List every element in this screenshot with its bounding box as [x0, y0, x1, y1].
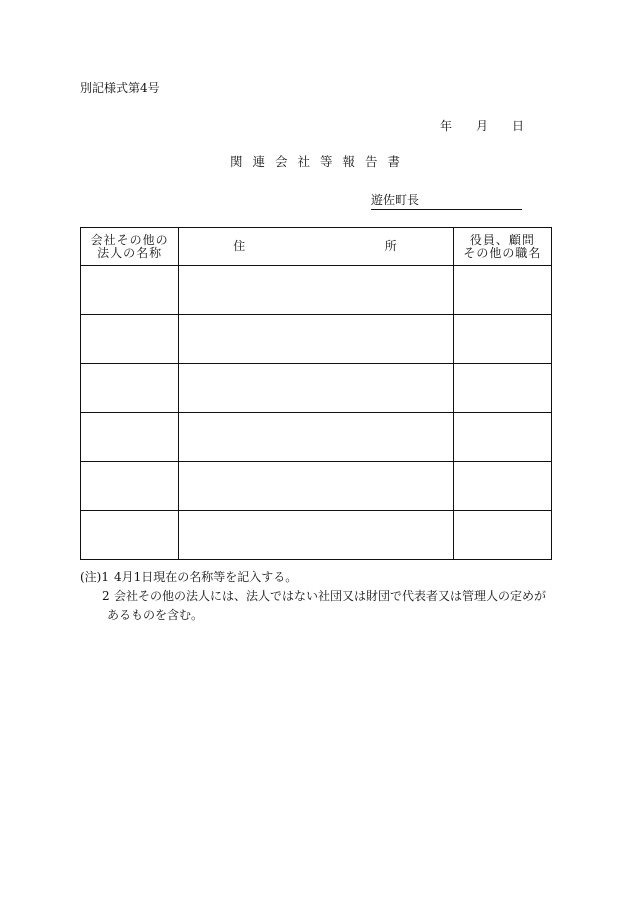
- note-2-continuation: [80, 606, 546, 625]
- header-address: [179, 228, 454, 266]
- header-position-line1: 役員、顧問: [469, 232, 535, 247]
- position-cell[interactable]: [453, 511, 551, 560]
- table-row: [81, 266, 552, 315]
- month-label: 月: [476, 119, 489, 133]
- document-title: 関連会社等報告書: [229, 154, 410, 169]
- table-row: [81, 413, 552, 462]
- table-row: [81, 364, 552, 413]
- header-company-name-line1: 会社その他の: [90, 232, 169, 247]
- form-number: 別記様式第4号: [80, 81, 160, 95]
- position-cell[interactable]: [453, 266, 551, 315]
- address-cell[interactable]: [179, 511, 454, 560]
- position-cell[interactable]: [453, 462, 551, 511]
- address-cell[interactable]: [179, 413, 454, 462]
- header-address-part1: 住: [233, 239, 246, 253]
- table-header-row: [81, 228, 552, 266]
- table-row: [81, 511, 552, 560]
- date-line: [440, 118, 524, 134]
- address-cell[interactable]: [179, 364, 454, 413]
- header-position: [453, 228, 551, 266]
- company-name-cell[interactable]: [81, 266, 179, 315]
- day-label: 日: [512, 119, 525, 133]
- header-address-part2: 所: [384, 239, 397, 253]
- position-cell[interactable]: [453, 315, 551, 364]
- company-name-cell[interactable]: [81, 413, 179, 462]
- notes: [80, 568, 546, 625]
- table-row: [81, 315, 552, 364]
- address-cell[interactable]: [179, 266, 454, 315]
- note-2: [80, 587, 546, 606]
- header-position-line2: その他の職名: [463, 245, 542, 260]
- address-cell[interactable]: [179, 462, 454, 511]
- header-company-name-line2: 法人の名称: [97, 245, 163, 260]
- addressee: 遊佐町長: [371, 192, 522, 210]
- company-name-cell[interactable]: [81, 364, 179, 413]
- company-name-cell[interactable]: [81, 511, 179, 560]
- address-cell[interactable]: [179, 315, 454, 364]
- note-prefix: (注)1: [80, 570, 109, 584]
- note-1-text: 4月1日現在の名称等を記入する。: [114, 570, 298, 584]
- note-2-number: 2: [102, 589, 110, 603]
- position-cell[interactable]: [453, 413, 551, 462]
- report-table: [80, 227, 552, 560]
- company-name-cell[interactable]: [81, 462, 179, 511]
- year-label: 年: [440, 119, 453, 133]
- company-name-cell[interactable]: [81, 315, 179, 364]
- header-company-name: [81, 228, 179, 266]
- note-2-text-line2: あるものを含む。: [107, 608, 204, 622]
- note-1: [80, 568, 546, 587]
- table-row: [81, 462, 552, 511]
- position-cell[interactable]: [453, 364, 551, 413]
- note-2-text-line1: 会社その他の法人には、法人ではない社団又は財団で代表者又は管理人の定めが: [114, 589, 547, 603]
